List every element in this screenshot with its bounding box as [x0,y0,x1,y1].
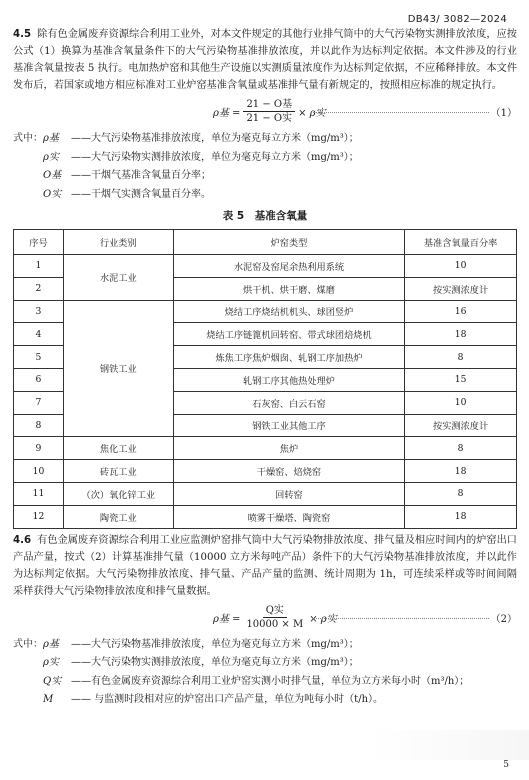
cell-kiln-type: 烧结工序链篦机回转窑、带式球团焙烧机 [173,323,405,346]
cell-kiln-type: 轧钢工序其他热处理炉 [173,368,405,391]
definition-symbol: Q实 [43,675,62,687]
cell-oxygen: 16 [405,300,517,323]
formula-fraction [243,98,295,125]
definition-symbol: O基 [43,170,62,181]
definition-row [13,167,517,186]
scan-shading [369,730,529,760]
table-row [14,460,517,483]
cell-oxygen: 10 [405,255,517,278]
definition-text: ——大气污染物实测排放浓度，单位为毫克每立方米（mg/m³）； [71,151,359,163]
definition-row [13,130,517,149]
formula-fraction [243,604,306,631]
formula-2 [13,602,517,636]
definition-symbol: ρ实 [43,151,59,163]
definition-symbol: O实 [43,188,62,200]
cell-no: 4 [14,323,64,346]
leader-dots [313,112,489,113]
formula-1 [13,96,517,130]
definition-text: ——干烟气实测含氧量百分率。 [71,188,211,200]
table-row [14,437,517,460]
document-code: DB43/ 3082—2024 [407,14,507,25]
header-kiln-type: 炉窑类型 [173,230,405,255]
equation-number: （2） [490,613,517,625]
section-4-6 [13,532,517,600]
cell-kiln-type: 焦炉 [173,437,405,460]
definition-symbol: ρ基 [43,638,59,650]
page-content [13,26,517,710]
definition-lead: 式中： [13,133,43,144]
cell-oxygen: 8 [405,346,517,369]
definition-text: ——干烟气基准含氧量百分率； [71,170,211,181]
formula-1-definitions [13,130,517,204]
cell-industry: 水泥工业 [63,255,173,301]
definition-lead [13,673,43,692]
definition-symbol: M [43,694,54,706]
header-industry: 行业类别 [63,230,173,255]
formula-denominator: 10000 × M [246,618,304,630]
cell-kiln-type: 喷雾干燥塔、陶瓷窑 [173,505,405,528]
header-oxygen: 基准含氧量百分率 [405,230,517,255]
section-text: 有色金属废弃资源综合利用工业应监测炉窑排气筒中大气污染物排放浓度、排气量及相应时间内的炉窑出口产品产量，按式（2）计算基准排气量（10000 立方米每吨产品）条件下的大气污染物基准排放浓度，并以此作为达标判定依据。大气污染物排放浓度、排气量、产品产量的监测、统计周期为 1h，可连续采样或等时间间隔采样获得大气污染物排放浓度和排气量数据。 [13,534,517,597]
page-number: 5 [503,760,509,770]
formula-lhs: ρ基 = [213,108,241,119]
cell-no: 3 [14,300,64,323]
definition-lead [13,691,43,710]
definition-text: ——大气污染物基准排放浓度，单位为毫克每立方米（mg/m³）； [71,133,359,144]
leader-dots [313,618,489,619]
section-4-5 [13,26,517,94]
definition-text: ——大气污染物实测排放浓度，单位为毫克每立方米（mg/m³）； [71,657,359,669]
formula-denominator: 21 − O实 [246,113,293,124]
cell-oxygen: 按实测浓度计 [405,414,517,437]
cell-oxygen: 8 [405,437,517,460]
cell-no: 12 [14,505,64,528]
cell-kiln-type: 水泥窑及窑尾余热利用系统 [173,255,405,278]
cell-no: 8 [14,414,64,437]
table-row [14,300,517,323]
formula-lhs: ρ基 = [213,613,241,625]
cell-oxygen: 按实测浓度计 [405,277,517,300]
baseline-oxygen-table [13,229,517,529]
table-row [14,482,517,505]
cell-oxygen: 10 [405,391,517,414]
cell-industry: 砖瓦工业 [63,460,173,483]
equation-number: （1） [490,108,517,119]
definition-lead: 式中： [13,638,43,650]
definition-row [13,691,517,710]
formula-rhs: × ρ实 [309,613,337,625]
definition-text: ——大气污染物基准排放浓度，单位为毫克每立方米（mg/m³）； [71,638,359,650]
section-text: 除有色金属废弃资源综合利用工业外，对本文件规定的其他行业排气筒中的大气污染物实测排放浓度，应按公式（1）换算为基准含氧量条件下的大气污染物基准排放浓度，并以此作为达标判定依据。本文件涉及的行业基准含氧量按表 5 执行。电加热炉窑和其他生产设施以实测质量浓度作为达标判定依据，不应稀释排放。本文件发布后，若国家或地方相应标准对工业炉窑基准含氧量或基准排气量有新规定的，按照相应标准的规定执行。 [13,29,517,91]
definition-lead [13,654,43,673]
table-header-row [14,230,517,255]
cell-industry: 陶瓷工业 [63,505,173,528]
cell-oxygen: 8 [405,482,517,505]
section-number: 4.5 [13,29,32,40]
cell-oxygen: 18 [405,460,517,483]
cell-no: 9 [14,437,64,460]
cell-oxygen: 15 [405,368,517,391]
formula-2-definitions [13,636,517,710]
formula-numerator: Q实 [263,604,287,618]
cell-industry: 钢铁工业 [63,300,173,437]
definition-row [13,654,517,673]
cell-kiln-type: 回转窑 [173,482,405,505]
section-number: 4.6 [13,534,32,546]
cell-kiln-type: 钢铁工业其他工序 [173,414,405,437]
cell-no: 11 [14,482,64,505]
table-row [14,505,517,528]
definition-symbol: ρ基 [43,133,59,144]
header-no: 序号 [14,230,64,255]
cell-kiln-type: 炼焦工序焦炉烟囱、轧钢工序加热炉 [173,346,405,369]
cell-no: 1 [14,255,64,278]
cell-oxygen: 18 [405,505,517,528]
cell-industry: 焦化工业 [63,437,173,460]
definition-row [13,673,517,692]
cell-no: 5 [14,346,64,369]
definition-row [13,636,517,655]
cell-no: 10 [14,460,64,483]
definition-text: —— 与监测时段相对应的炉窑出口产品产量，单位为吨每小时（t/h）。 [71,694,384,706]
cell-oxygen: 18 [405,323,517,346]
cell-industry: （次）氧化锌工业 [63,482,173,505]
cell-kiln-type: 干燥窑、焙烧窑 [173,460,405,483]
cell-no: 2 [14,277,64,300]
definition-row [13,186,517,205]
cell-no: 7 [14,391,64,414]
definition-lead [13,167,43,186]
table-title: 表 5 基准含氧量 [222,210,308,222]
formula-rhs: × ρ实 [298,108,326,119]
cell-no: 6 [14,368,64,391]
definition-text: ——有色金属废弃资源综合利用工业炉窑实测小时排气量，单位为立方米每小时（m³/h）； [71,675,470,687]
table-row [14,255,517,278]
cell-kiln-type: 烧结工序烧结机机头、球团竖炉 [173,300,405,323]
definition-lead [13,186,43,205]
cell-kiln-type: 石灰窑、白云石窑 [173,391,405,414]
definition-lead [13,149,43,168]
definition-row [13,149,517,168]
formula-numerator: 21 − O基 [243,98,295,112]
definition-symbol: ρ实 [43,657,59,669]
cell-kiln-type: 烘干机、烘干磨、煤磨 [173,277,405,300]
